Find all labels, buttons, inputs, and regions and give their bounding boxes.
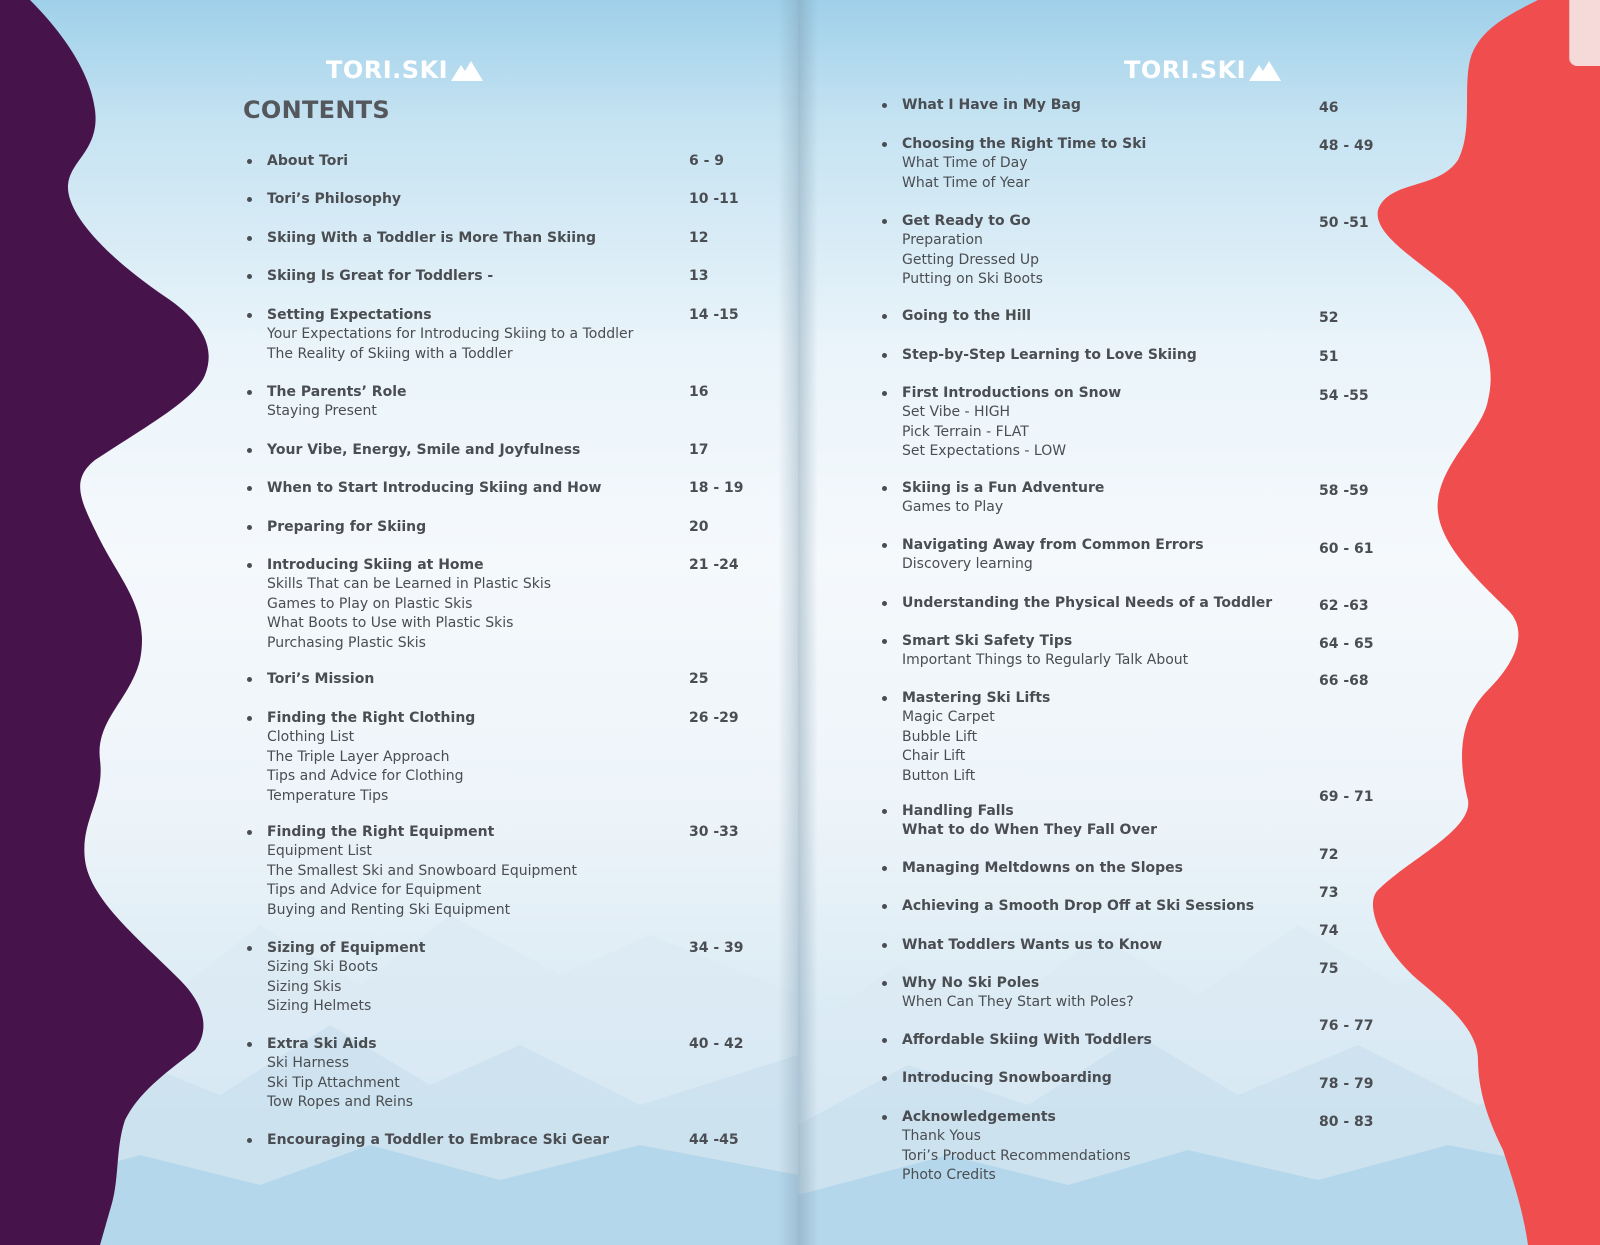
bullet-icon	[247, 563, 252, 568]
toc-entry[interactable]	[247, 556, 757, 653]
toc-entry-title[interactable]: Mastering Ski Lifts	[902, 690, 1051, 706]
toc-page-number: 17	[689, 442, 709, 458]
toc-subentry[interactable]: What Time of Year	[902, 174, 1030, 191]
toc-page-number: 64 - 65	[1319, 636, 1374, 652]
toc-entry-title[interactable]: Managing Meltdowns on the Slopes	[902, 860, 1183, 876]
toc-subentry[interactable]: Preparation	[902, 232, 983, 249]
toc-subentry[interactable]: Bubble Lift	[902, 728, 978, 745]
toc-subentry[interactable]: Photo Credits	[902, 1167, 996, 1184]
toc-entry-title[interactable]: What Toddlers Wants us to Know	[902, 937, 1163, 953]
toc-page-number: 20	[689, 519, 709, 535]
toc-subentry[interactable]: Sizing Helmets	[267, 998, 372, 1015]
toc-entry-title[interactable]: The Parents’ Role	[267, 384, 407, 400]
bullet-icon	[882, 142, 887, 147]
toc-page-number: 21 -24	[689, 557, 739, 573]
bullet-icon	[882, 943, 887, 948]
toc-page-number: 13	[689, 268, 709, 284]
toc-page-number: 72	[1319, 847, 1339, 863]
toc-entry-title[interactable]: First Introductions on Snow	[902, 385, 1122, 401]
toc-entry[interactable]	[882, 212, 1392, 290]
toc-page-number: 50 -51	[1319, 215, 1369, 231]
toc-page-number: 34 - 39	[689, 940, 744, 956]
toc-page-number: 46	[1319, 100, 1339, 116]
toc-entry[interactable]	[882, 96, 1392, 115]
toc-page-number: 66 -68	[1319, 673, 1369, 689]
toc-entry[interactable]	[882, 859, 1392, 878]
bullet-icon	[882, 981, 887, 986]
toc-entry-title[interactable]: When to Start Introducing Skiing and How	[267, 480, 602, 496]
toc-entry-title[interactable]: Tori’s Mission	[267, 671, 375, 687]
toc-page-number: 73	[1319, 885, 1339, 901]
toc-entry[interactable]	[247, 441, 757, 460]
toc-entry[interactable]	[882, 384, 1392, 462]
toc-page-number: 76 - 77	[1319, 1018, 1374, 1034]
toc-page-number: 48 - 49	[1319, 138, 1374, 154]
toc-entry[interactable]	[882, 479, 1392, 518]
toc-page-number: 60 - 61	[1319, 541, 1374, 557]
toc-entry-title[interactable]: Understanding the Physical Needs of a Toddler	[902, 595, 1273, 611]
toc-entry[interactable]	[247, 152, 757, 171]
toc-subentry[interactable]: Ski Harness	[267, 1055, 350, 1072]
toc-entry[interactable]	[882, 1069, 1392, 1088]
toc-subentry[interactable]: The Triple Layer Approach	[267, 748, 450, 765]
toc-subentry[interactable]: Staying Present	[267, 403, 377, 420]
toc-page-number: 78 - 79	[1319, 1076, 1374, 1092]
toc-entry-title[interactable]: Introducing Snowboarding	[902, 1070, 1112, 1086]
toc-entry-title[interactable]: Affordable Skiing With Toddlers	[902, 1032, 1152, 1048]
toc-page-number: 26 -29	[689, 710, 739, 726]
toc-page-number: 40 - 42	[689, 1036, 744, 1052]
toc-page-number: 10 -11	[689, 191, 739, 207]
toc-entry[interactable]	[882, 897, 1392, 916]
bullet-icon	[882, 1076, 887, 1081]
toc-entry[interactable]	[882, 974, 1392, 1013]
bullet-icon	[247, 525, 252, 530]
toc-page-number: 74	[1319, 923, 1339, 939]
bullet-icon	[247, 716, 252, 721]
toc-entry[interactable]	[882, 689, 1392, 786]
toc-page-number: 51	[1319, 349, 1339, 365]
toc-subentry[interactable]: Discovery learning	[902, 556, 1033, 573]
toc-page-number: 54 -55	[1319, 388, 1369, 404]
toc-subentry[interactable]: Button Lift	[902, 767, 976, 784]
toc-subentry[interactable]: Set Vibe - HIGH	[902, 404, 1011, 421]
toc-subentry[interactable]: Tow Ropes and Reins	[267, 1094, 414, 1111]
toc-entry[interactable]	[882, 346, 1392, 365]
toc-page-number: 25	[689, 671, 709, 687]
bullet-icon	[882, 639, 887, 644]
toc-entry-title[interactable]: Your Vibe, Energy, Smile and Joyfulness	[267, 442, 581, 458]
toc-subentry[interactable]: Thank Yous	[902, 1128, 981, 1145]
toc-subentry[interactable]: Sizing Skis	[267, 978, 342, 995]
toc-subentry[interactable]: Pick Terrain - FLAT	[902, 423, 1029, 440]
toc-page-number: 69 - 71	[1319, 789, 1374, 805]
toc-entry-title[interactable]: Why No Ski Poles	[902, 975, 1040, 991]
toc-page-number: 52	[1319, 310, 1339, 326]
bullet-icon	[882, 391, 887, 396]
toc-entry-title[interactable]: Skiing is a Fun Adventure	[902, 480, 1105, 496]
toc-subentry[interactable]: Set Expectations - LOW	[902, 443, 1067, 460]
toc-subentry[interactable]: Temperature Tips	[267, 787, 389, 804]
toc-entry-title[interactable]: Going to the Hill	[902, 308, 1032, 324]
toc-page-number: 62 -63	[1319, 598, 1369, 614]
toc-subentry[interactable]: The Reality of Skiing with a Toddler	[267, 345, 513, 362]
toc-entry-title[interactable]: Skiing Is Great for Toddlers -	[267, 268, 494, 284]
toc-subentry[interactable]: Equipment List	[267, 843, 372, 860]
toc-entry[interactable]	[247, 383, 757, 422]
toc-entry[interactable]	[247, 939, 757, 1017]
toc-page-number: 80 - 83	[1319, 1114, 1374, 1130]
toc-subentry[interactable]: Ski Tip Attachment	[267, 1074, 400, 1091]
toc-entry[interactable]	[882, 536, 1392, 575]
bullet-icon	[247, 486, 252, 491]
toc-entry-title[interactable]: What I Have in My Bag	[902, 97, 1081, 113]
toc-entry-title[interactable]: About Tori	[267, 153, 349, 169]
bullet-icon	[247, 946, 252, 951]
toc-entry[interactable]	[247, 1035, 757, 1113]
toc-subentry[interactable]: Sizing Ski Boots	[267, 959, 379, 976]
bullet-icon	[882, 866, 887, 871]
toc-entry[interactable]	[247, 1131, 757, 1150]
bullet-icon	[882, 219, 887, 224]
toc-page-number: 12	[689, 230, 709, 246]
bullet-icon	[882, 904, 887, 909]
bullet-icon	[247, 159, 252, 164]
bullet-icon	[247, 1138, 252, 1143]
toc-entry[interactable]	[882, 632, 1392, 671]
toc-page-number: 6 - 9	[689, 153, 725, 169]
logo-text: TORI.SKI	[1124, 56, 1247, 84]
toc-entry[interactable]	[882, 1031, 1392, 1050]
toc-page-number: 18 - 19	[689, 480, 744, 496]
toc-entry[interactable]	[247, 229, 757, 248]
toc-subentry[interactable]: Getting Dressed Up	[902, 251, 1040, 268]
toc-entry[interactable]	[882, 307, 1392, 326]
toc-entry-title[interactable]: Tori’s Philosophy	[267, 191, 402, 207]
toc-entry-title[interactable]: Skiing With a Toddler is More Than Skiing	[267, 230, 596, 246]
bullet-icon	[247, 236, 252, 241]
toc-entry-title[interactable]: Choosing the Right Time to Ski	[902, 136, 1147, 152]
toc-entry-title[interactable]: Get Ready to Go	[902, 213, 1031, 229]
toc-entry-title[interactable]: Introducing Skiing at Home	[267, 557, 484, 573]
toc-entry[interactable]	[247, 479, 757, 498]
toc-entry[interactable]	[247, 190, 757, 209]
toc-subentry[interactable]: Tori’s Product Recommendations	[902, 1147, 1131, 1164]
bullet-icon	[247, 390, 252, 395]
toc-subentry[interactable]: What Time of Day	[902, 155, 1028, 172]
bullet-icon	[247, 830, 252, 835]
toc-subentry[interactable]: Important Things to Regularly Talk About	[902, 652, 1189, 669]
bullet-icon	[247, 677, 252, 682]
bullet-icon	[882, 1115, 887, 1120]
toc-page-number: 75	[1319, 961, 1339, 977]
bullet-icon	[882, 696, 887, 701]
toc-entry-title[interactable]: Setting Expectations	[267, 307, 432, 323]
toc-entry-title[interactable]: Navigating Away from Common Errors	[902, 537, 1204, 553]
toc-entry[interactable]	[882, 1108, 1392, 1186]
toc-page-number: 44 -45	[689, 1132, 739, 1148]
toc-entry-title[interactable]: Extra Ski Aids	[267, 1036, 377, 1052]
bullet-icon	[882, 1038, 887, 1043]
toc-page-number: 30 -33	[689, 824, 739, 840]
toc-entry-title[interactable]: Encouraging a Toddler to Embrace Ski Gear	[267, 1132, 609, 1148]
toc-entry[interactable]	[882, 594, 1392, 613]
toc-page-number: 16	[689, 384, 709, 400]
toc-subentry[interactable]: What to do When They Fall Over	[902, 822, 1157, 839]
toc-subentry[interactable]: Games to Play	[902, 499, 1004, 516]
toc-subentry[interactable]: Skills That can be Learned in Plastic Skis	[267, 576, 552, 593]
toc-subentry[interactable]: Games to Play on Plastic Skis	[267, 595, 473, 612]
toc-entry-title[interactable]: Preparing for Skiing	[267, 519, 427, 535]
toc-entry[interactable]	[247, 823, 757, 920]
bullet-icon	[247, 1042, 252, 1047]
toc-subentry[interactable]: Clothing List	[267, 729, 355, 746]
toc-subentry[interactable]: What Boots to Use with Plastic Skis	[267, 615, 514, 632]
toc-entry[interactable]	[247, 306, 757, 364]
bullet-icon	[882, 353, 887, 358]
bullet-icon	[247, 448, 252, 453]
logo-text: TORI.SKI	[326, 56, 449, 84]
bullet-icon	[882, 809, 887, 814]
toc-page-number: 14 -15	[689, 307, 739, 323]
toc-entry-title[interactable]: Step-by-Step Learning to Love Skiing	[902, 347, 1197, 363]
contents-heading: CONTENTS	[243, 96, 391, 124]
bullet-icon	[882, 103, 887, 108]
bullet-icon	[247, 197, 252, 202]
toc-entry-title[interactable]: Smart Ski Safety Tips	[902, 633, 1073, 649]
toc-entry-title[interactable]: Finding the Right Equipment	[267, 824, 495, 840]
toc-entry-title[interactable]: Acknowledgements	[902, 1109, 1056, 1125]
toc-entry[interactable]	[247, 670, 757, 689]
bullet-icon	[247, 313, 252, 318]
toc-entry[interactable]	[247, 267, 757, 286]
toc-entry-title[interactable]: Handling Falls	[902, 803, 1014, 819]
toc-entry[interactable]	[247, 518, 757, 537]
toc-subentry[interactable]: The Smallest Ski and Snowboard Equipment	[267, 862, 577, 879]
toc-subentry[interactable]: Tips and Advice for Equipment	[267, 882, 482, 899]
toc-entry-title[interactable]: Finding the Right Clothing	[267, 710, 476, 726]
toc-subentry[interactable]: Tips and Advice for Clothing	[267, 768, 464, 785]
toc-subentry[interactable]: Chair Lift	[902, 748, 966, 765]
toc-entry-title[interactable]: Achieving a Smooth Drop Off at Ski Sessions	[902, 898, 1255, 914]
bullet-icon	[882, 314, 887, 319]
bullet-icon	[882, 486, 887, 491]
toc-subentry[interactable]: Putting on Ski Boots	[902, 271, 1043, 288]
toc-subentry[interactable]: Buying and Renting Ski Equipment	[267, 901, 511, 918]
bullet-icon	[247, 274, 252, 279]
bullet-icon	[882, 543, 887, 548]
toc-subentry[interactable]: Purchasing Plastic Skis	[267, 634, 426, 651]
toc-subentry[interactable]: When Can They Start with Poles?	[902, 994, 1134, 1011]
toc-entry-title[interactable]: Sizing of Equipment	[267, 940, 426, 956]
toc-entry[interactable]	[247, 709, 757, 806]
toc-entry[interactable]	[882, 135, 1392, 193]
toc-subentry[interactable]: Your Expectations for Introducing Skiing to a Toddler	[267, 326, 634, 343]
bullet-icon	[882, 601, 887, 606]
toc-entry[interactable]	[882, 802, 1392, 841]
toc-subentry[interactable]: Magic Carpet	[902, 709, 995, 726]
toc-page-number: 58 -59	[1319, 483, 1369, 499]
toc-entry[interactable]	[882, 936, 1392, 955]
